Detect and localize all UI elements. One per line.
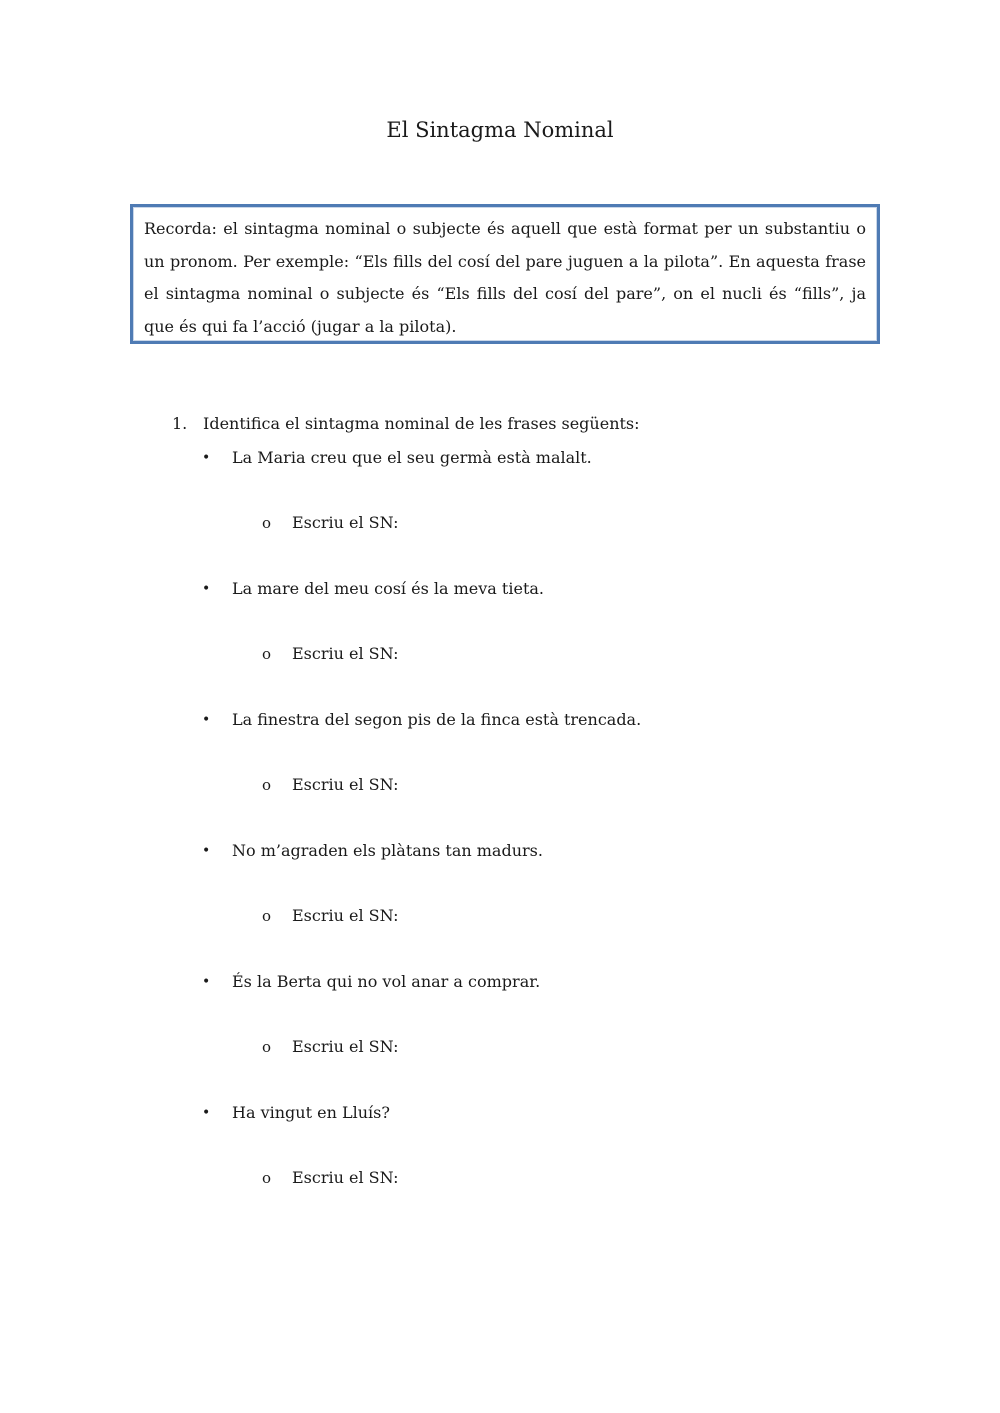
bullet-icon: •: [202, 581, 211, 597]
bullet-icon: •: [202, 1105, 211, 1121]
answer-label: Escriu el SN:: [292, 1037, 399, 1056]
list-item: [172, 570, 872, 701]
list-item: [172, 1094, 872, 1225]
reminder-text: Recorda: el sintagma nominal o subjecte és aquell que està format per un substantiu o un pronom. Per exemple: “Els fills del cosí del pare juguen a la pilota”. En aquesta frase el sintagma nominal o subjecte és “Els fills del cosí del pare”, on el nucli és “fills”, ja que és qui fa l’acció (jugar a la pilota).: [144, 219, 866, 336]
page-title: El Sintagma Nominal: [386, 118, 614, 142]
circle-bullet-icon: o: [262, 907, 272, 925]
answer-label: Escriu el SN:: [292, 644, 399, 663]
exercise-instruction: Identifica el sintagma nominal de les frases següents:: [203, 414, 640, 433]
sentence-text: La finestra del segon pis de la finca està trencada.: [232, 710, 642, 729]
circle-bullet-icon: o: [262, 776, 272, 794]
list-item: [172, 439, 872, 570]
sentence-text: No m’agraden els plàtans tan madurs.: [232, 841, 543, 860]
circle-bullet-icon: o: [262, 1169, 272, 1187]
sentence-text: La Maria creu que el seu germà està malalt.: [232, 448, 592, 467]
list-item: [172, 832, 872, 963]
answer-label: Escriu el SN:: [292, 775, 399, 794]
sentence-text: Ha vingut en Lluís?: [232, 1103, 390, 1122]
exercise-number: 1.: [172, 414, 188, 433]
list-item: [172, 963, 872, 1094]
answer-label: Escriu el SN:: [292, 906, 399, 925]
bullet-icon: •: [202, 843, 211, 859]
exercise-1: [172, 409, 872, 1225]
exercise-heading: [172, 409, 872, 439]
answer-label: Escriu el SN:: [292, 1168, 399, 1187]
sentence-text: És la Berta qui no vol anar a comprar.: [232, 972, 541, 991]
reminder-box: [130, 204, 880, 344]
bullet-icon: •: [202, 974, 211, 990]
circle-bullet-icon: o: [262, 645, 272, 663]
list-item: [172, 701, 872, 832]
circle-bullet-icon: o: [262, 514, 272, 532]
sentence-text: La mare del meu cosí és la meva tieta.: [232, 579, 544, 598]
bullet-icon: •: [202, 712, 211, 728]
bullet-icon: •: [202, 450, 211, 466]
answer-label: Escriu el SN:: [292, 513, 399, 532]
circle-bullet-icon: o: [262, 1038, 272, 1056]
